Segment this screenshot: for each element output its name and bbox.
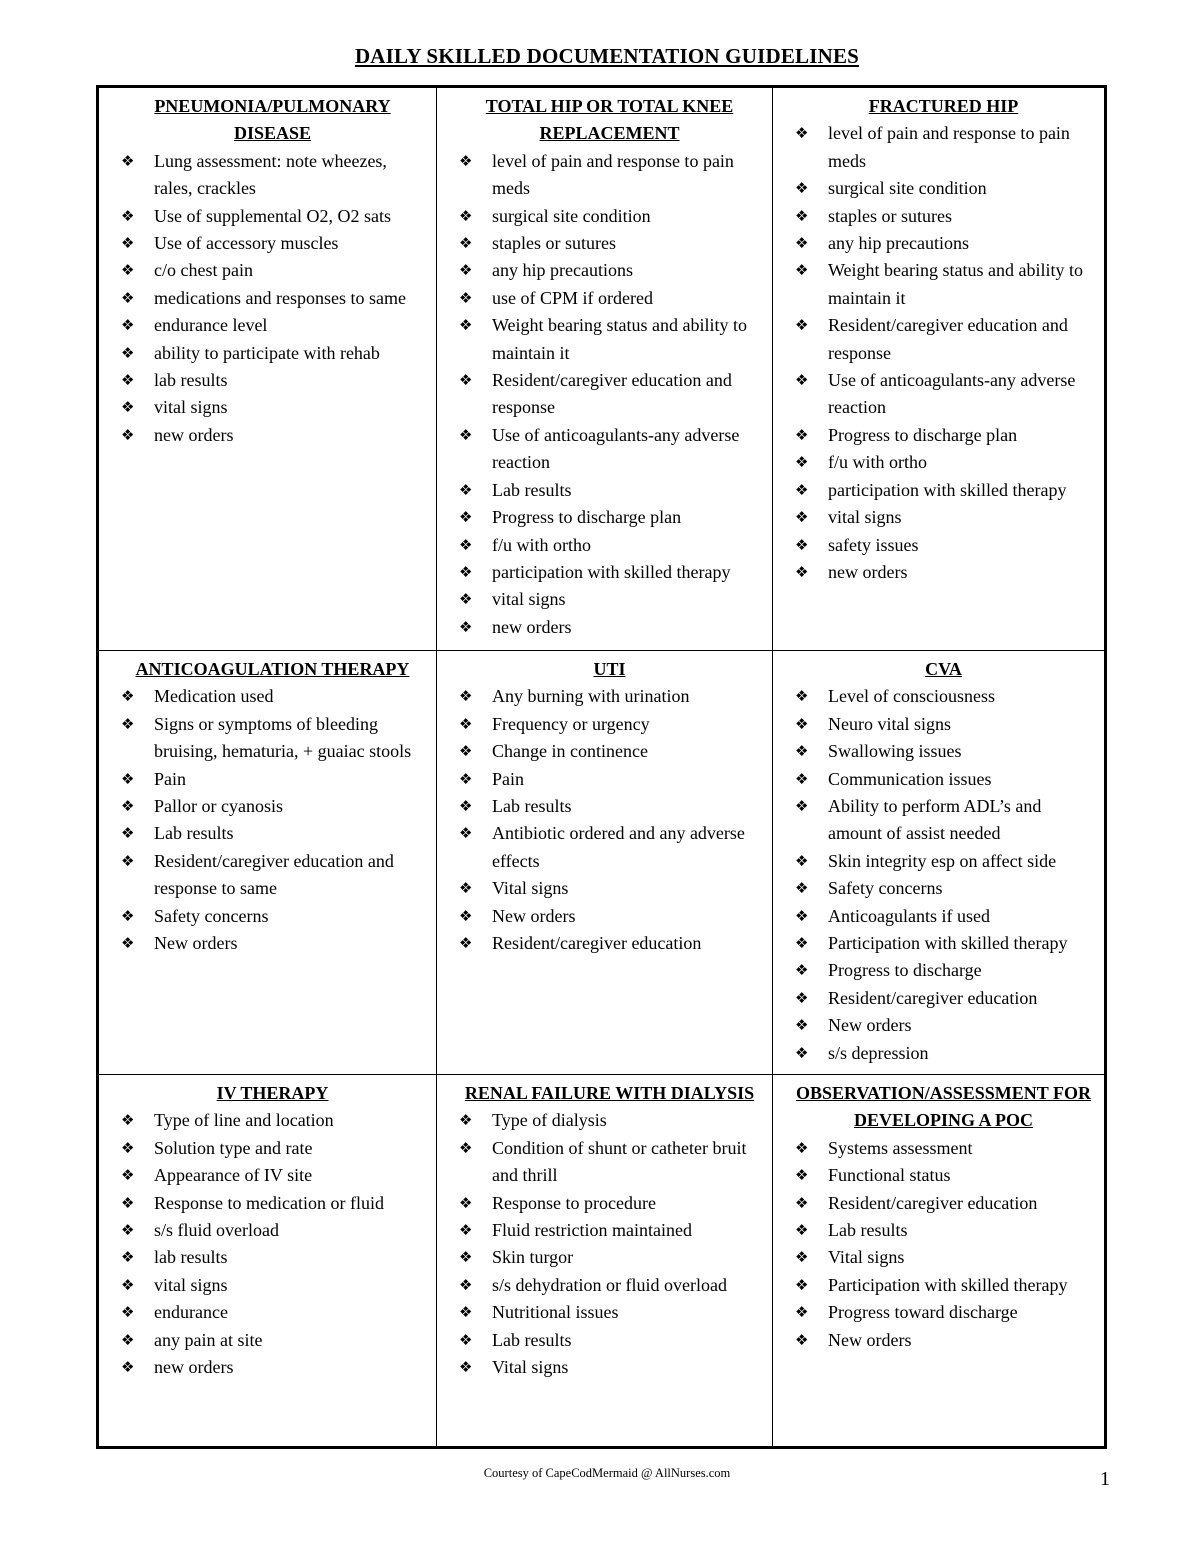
list-item: ❖ Progress to discharge <box>789 957 1092 984</box>
list-item: ❖ endurance level <box>115 312 424 339</box>
list-item: ❖ new orders <box>115 1354 424 1381</box>
list-item: ❖ New orders <box>789 1012 1092 1039</box>
section-joint-replacement <box>437 88 773 651</box>
list-item: ❖ Lab results <box>789 1217 1092 1244</box>
list-item: ❖ Antibiotic ordered and any adverse effects <box>453 820 760 875</box>
list-item: ❖ s/s fluid overload <box>115 1217 424 1244</box>
list-item: ❖ s/s depression <box>789 1040 1092 1067</box>
list-item: ❖ lab results <box>115 1244 424 1271</box>
list-item: ❖ Response to medication or fluid <box>115 1190 424 1217</box>
list-item: ❖ Lung assessment: note wheezes, rales, crackles <box>115 148 424 203</box>
list-item: ❖ Frequency or urgency <box>453 711 760 738</box>
section-list <box>453 1107 760 1381</box>
list-item: ❖ medications and responses to same <box>115 285 424 312</box>
list-item: ❖ Resident/caregiver education <box>789 1190 1092 1217</box>
section-list <box>115 1107 424 1381</box>
section-observation <box>773 1075 1104 1446</box>
list-item: ❖ New orders <box>453 903 760 930</box>
list-item: ❖ Lab results <box>453 1327 760 1354</box>
list-item: ❖ Participation with skilled therapy <box>789 1272 1092 1299</box>
list-item: ❖ Any burning with urination <box>453 683 760 710</box>
list-item: ❖ Ability to perform ADL’s and amount of assist needed <box>789 793 1092 848</box>
list-item: ❖ staples or sutures <box>789 203 1092 230</box>
list-item: ❖ any hip precautions <box>789 230 1092 257</box>
section-iv-therapy <box>99 1075 437 1446</box>
list-item: ❖ Vital signs <box>789 1244 1092 1271</box>
section-heading: CVA <box>925 659 962 679</box>
list-item: ❖ Appearance of IV site <box>115 1162 424 1189</box>
list-item: ❖ Pallor or cyanosis <box>115 793 424 820</box>
list-item: ❖ Progress to discharge plan <box>453 504 760 531</box>
list-item: ❖ surgical site condition <box>789 175 1092 202</box>
list-item: ❖ Progress toward discharge <box>789 1299 1092 1326</box>
list-item: ❖ Systems assessment <box>789 1135 1092 1162</box>
list-item: ❖ Change in continence <box>453 738 760 765</box>
list-item: ❖ Functional status <box>789 1162 1092 1189</box>
section-heading: PNEUMONIA/PULMONARY DISEASE <box>154 96 391 144</box>
list-item: ❖ Lab results <box>115 820 424 847</box>
list-item: ❖ new orders <box>789 559 1092 586</box>
list-item: ❖ f/u with ortho <box>453 532 760 559</box>
list-item: ❖ vital signs <box>789 504 1092 531</box>
list-item: ❖ Weight bearing status and ability to maintain it <box>453 312 760 367</box>
list-item: ❖ Fluid restriction maintained <box>453 1217 760 1244</box>
list-item: ❖ Swallowing issues <box>789 738 1092 765</box>
list-item: ❖ New orders <box>115 930 424 957</box>
section-heading: RENAL FAILURE WITH DIALYSIS <box>464 1083 755 1103</box>
list-item: ❖ any hip precautions <box>453 257 760 284</box>
list-item: ❖ New orders <box>789 1327 1092 1354</box>
section-renal-failure <box>437 1075 773 1446</box>
list-item: ❖ Vital signs <box>453 875 760 902</box>
list-item: ❖ Use of supplemental O2, O2 sats <box>115 203 424 230</box>
section-cva <box>773 651 1104 1075</box>
list-item: ❖ Use of accessory muscles <box>115 230 424 257</box>
list-item: ❖ staples or sutures <box>453 230 760 257</box>
list-item: ❖ Pain <box>453 766 760 793</box>
list-item: ❖ Lab results <box>453 793 760 820</box>
list-item: ❖ level of pain and response to pain meds <box>789 120 1092 175</box>
page-title: DAILY SKILLED DOCUMENTATION GUIDELINES <box>354 44 860 68</box>
list-item: ❖ Vital signs <box>453 1354 760 1381</box>
list-item: ❖ ability to participate with rehab <box>115 340 424 367</box>
guidelines-table <box>96 85 1107 1449</box>
section-pneumonia <box>99 88 437 651</box>
section-list <box>115 148 424 449</box>
list-item: ❖ Participation with skilled therapy <box>789 930 1092 957</box>
list-item: ❖ Level of consciousness <box>789 683 1092 710</box>
section-list <box>789 683 1092 1067</box>
list-item: ❖ vital signs <box>115 1272 424 1299</box>
section-fractured-hip <box>773 88 1104 651</box>
list-item: ❖ Type of dialysis <box>453 1107 760 1134</box>
list-item: ❖ endurance <box>115 1299 424 1326</box>
list-item: ❖ Safety concerns <box>789 875 1092 902</box>
section-heading: TOTAL HIP OR TOTAL KNEE REPLACEMENT <box>485 96 734 144</box>
section-list <box>789 120 1092 586</box>
section-list <box>789 1135 1092 1354</box>
list-item: ❖ participation with skilled therapy <box>789 477 1092 504</box>
list-item: ❖ new orders <box>115 422 424 449</box>
section-heading: FRACTURED HIP <box>868 96 1019 116</box>
list-item: ❖ Solution type and rate <box>115 1135 424 1162</box>
list-item: ❖ use of CPM if ordered <box>453 285 760 312</box>
list-item: ❖ any pain at site <box>115 1327 424 1354</box>
list-item: ❖ Skin turgor <box>453 1244 760 1271</box>
list-item: ❖ Neuro vital signs <box>789 711 1092 738</box>
list-item: ❖ Skin integrity esp on affect side <box>789 848 1092 875</box>
list-item: ❖ Resident/caregiver education <box>789 985 1092 1012</box>
section-heading: IV THERAPY <box>216 1083 329 1103</box>
list-item: ❖ participation with skilled therapy <box>453 559 760 586</box>
list-item: ❖ s/s dehydration or fluid overload <box>453 1272 760 1299</box>
list-item: ❖ f/u with ortho <box>789 449 1092 476</box>
section-list <box>115 683 424 957</box>
list-item: ❖ Resident/caregiver education <box>453 930 760 957</box>
list-item: ❖ vital signs <box>453 586 760 613</box>
section-anticoagulation <box>99 651 437 1075</box>
list-item: ❖ Condition of shunt or catheter bruit and thrill <box>453 1135 760 1190</box>
section-heading: OBSERVATION/ASSESSMENT FOR DEVELOPING A POC <box>796 1083 1091 1131</box>
list-item: ❖ Progress to discharge plan <box>789 422 1092 449</box>
list-item: ❖ safety issues <box>789 532 1092 559</box>
list-item: ❖ Response to procedure <box>453 1190 760 1217</box>
list-item: ❖ vital signs <box>115 394 424 421</box>
list-item: ❖ Signs or symptoms of bleeding bruising, hematuria, + guaiac stools <box>115 711 424 766</box>
section-heading: UTI <box>593 659 626 679</box>
list-item: ❖ Medication used <box>115 683 424 710</box>
footer-credit: Courtesy of CapeCodMermaid @ AllNurses.com <box>483 1466 731 1480</box>
list-item: ❖ Resident/caregiver education and response to same <box>115 848 424 903</box>
list-item: ❖ Resident/caregiver education and response <box>789 312 1092 367</box>
list-item: ❖ Use of anticoagulants-any adverse reaction <box>453 422 760 477</box>
page-number: 1 <box>1100 1468 1110 1490</box>
list-item: ❖ Communication issues <box>789 766 1092 793</box>
section-list <box>453 683 760 957</box>
list-item: ❖ surgical site condition <box>453 203 760 230</box>
list-item: ❖ Nutritional issues <box>453 1299 760 1326</box>
list-item: ❖ Resident/caregiver education and response <box>453 367 760 422</box>
list-item: ❖ level of pain and response to pain meds <box>453 148 760 203</box>
list-item: ❖ Use of anticoagulants-any adverse reaction <box>789 367 1092 422</box>
list-item: ❖ Pain <box>115 766 424 793</box>
list-item: ❖ new orders <box>453 614 760 641</box>
list-item: ❖ c/o chest pain <box>115 257 424 284</box>
list-item: ❖ Type of line and location <box>115 1107 424 1134</box>
list-item: ❖ lab results <box>115 367 424 394</box>
section-uti <box>437 651 773 1075</box>
section-heading: ANTICOAGULATION THERAPY <box>135 659 410 679</box>
list-item: ❖ Anticoagulants if used <box>789 903 1092 930</box>
list-item: ❖ Weight bearing status and ability to maintain it <box>789 257 1092 312</box>
section-list <box>453 148 760 641</box>
list-item: ❖ Safety concerns <box>115 903 424 930</box>
list-item: ❖ Lab results <box>453 477 760 504</box>
